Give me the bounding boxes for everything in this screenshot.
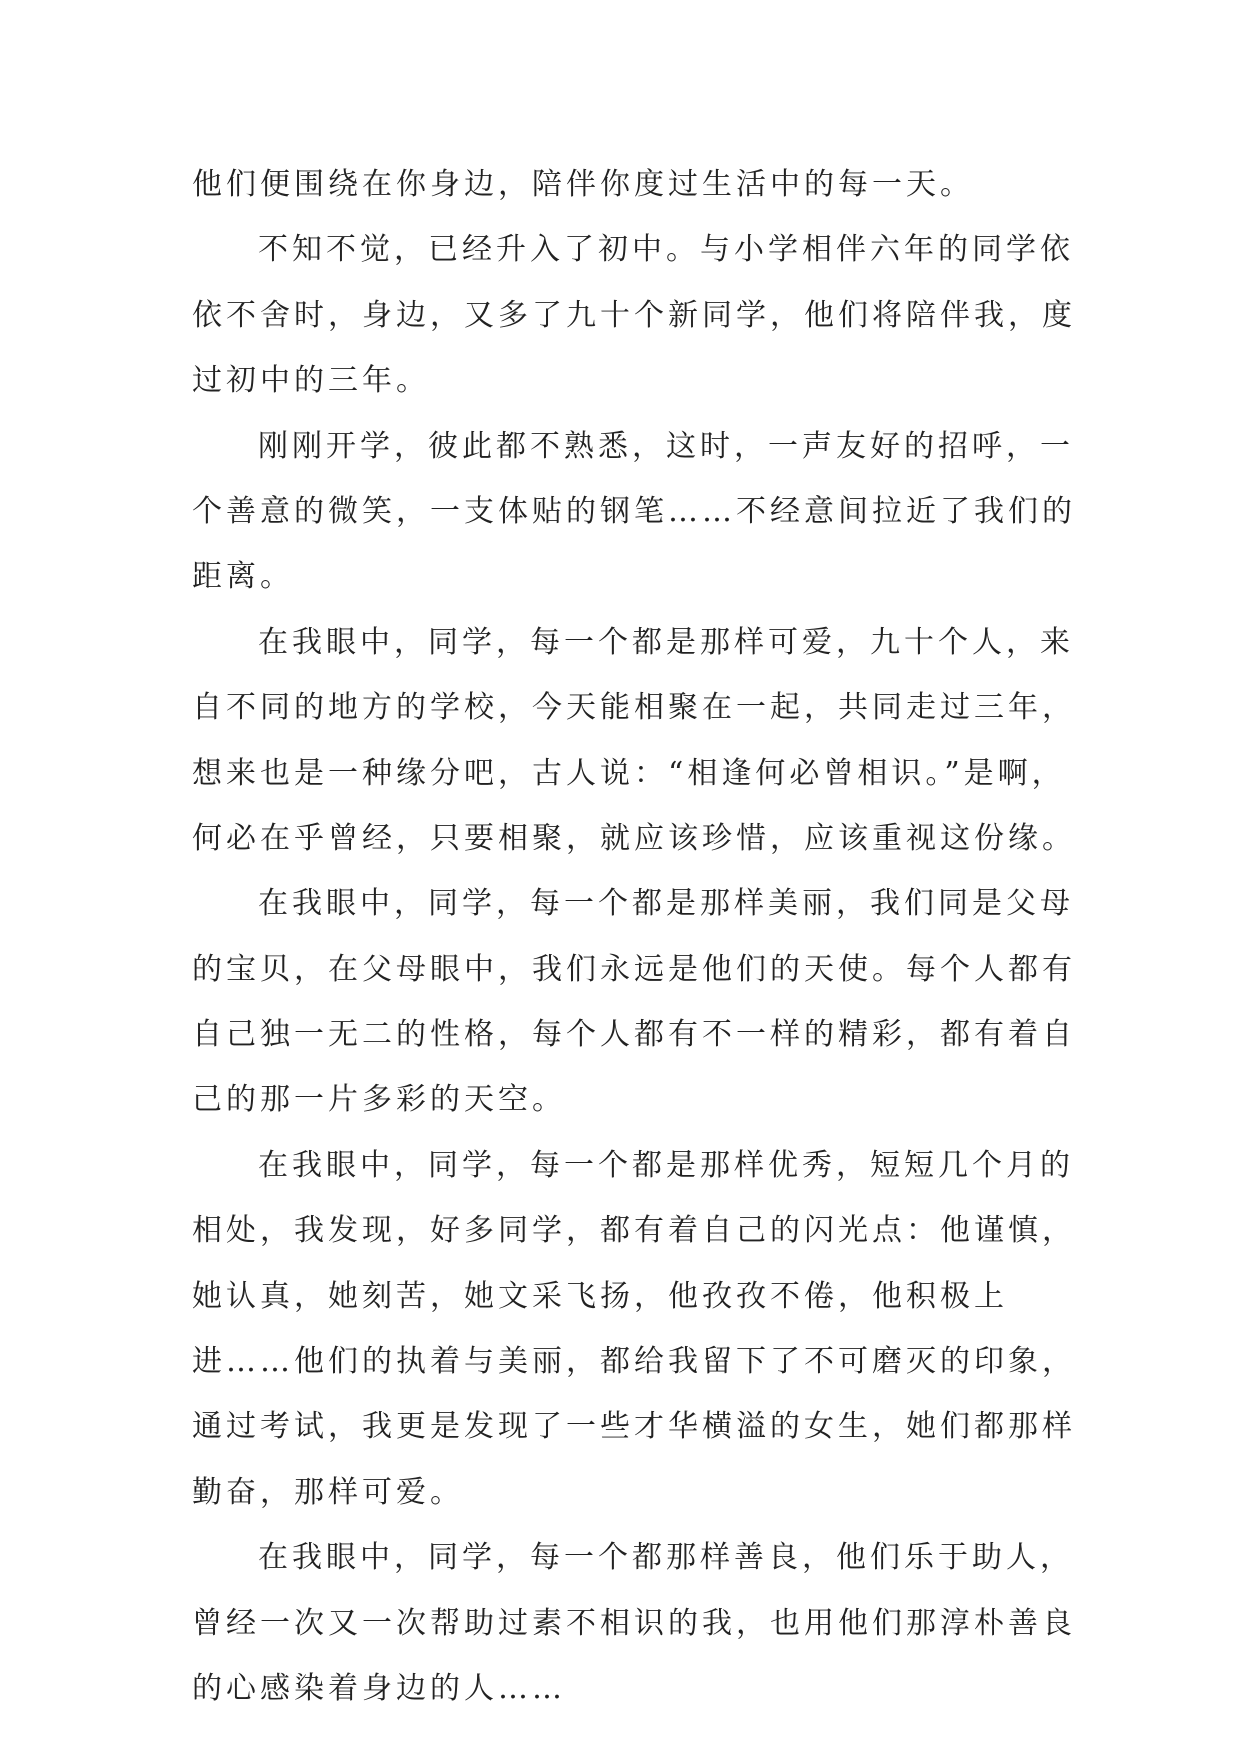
text-line: 的宝贝，在父母眼中，我们永远是他们的天使。每个人都有: [192, 951, 1076, 987]
text-line: 进……他们的执着与美丽，都给我留下了不可磨灭的印象，: [192, 1344, 1076, 1380]
text-line: 他们便围绕在你身边，陪伴你度过生活中的每一天。: [192, 167, 974, 202]
text-line: 在我眼中，同学，每一个都那样善良，他们乐于助人，: [258, 1540, 1074, 1576]
text-line: 相处，我发现，好多同学，都有着自己的闪光点：他谨慎，: [192, 1213, 1076, 1249]
text-line: 通过考试，我更是发现了一些才华横溢的女生，她们都那样: [192, 1409, 1076, 1445]
text-line: 距离。: [192, 559, 294, 595]
text-line: 的心感染着身边的人……: [192, 1670, 566, 1706]
text-line: 何必在乎曾经，只要相聚，就应该珍惜，应该重视这份缘。: [192, 820, 1076, 856]
text-line: 依不舍时，身边，又多了九十个新同学，他们将陪伴我，度: [192, 297, 1076, 333]
text-line: 过初中的三年。: [192, 363, 430, 399]
text-line: 在我眼中，同学，每一个都是那样可爱，九十个人，来: [258, 624, 1074, 660]
text-line: 自不同的地方的学校，今天能相聚在一起，共同走过三年，: [192, 690, 1076, 726]
text-line: 不知不觉，已经升入了初中。与小学相伴六年的同学依: [258, 232, 1074, 268]
text-line: 在我眼中，同学，每一个都是那样优秀，短短几个月的: [258, 1147, 1074, 1183]
text-line: 个善意的微笑，一支体贴的钢笔……不经意间拉近了我们的: [192, 493, 1076, 529]
text-line: 刚刚开学，彼此都不熟悉，这时，一声友好的招呼，一: [258, 428, 1074, 464]
text-line: 勤奋，那样可爱。: [192, 1474, 464, 1510]
body-text: [192, 152, 1082, 1721]
text-line: 自己独一无二的性格，每个人都有不一样的精彩，都有着自: [192, 1017, 1076, 1053]
text-line: 曾经一次又一次帮助过素不相识的我，也用他们那淳朴善良: [192, 1605, 1076, 1641]
text-line: 己的那一片多彩的天空。: [192, 1082, 566, 1118]
text-line: 在我眼中，同学，每一个都是那样美丽，我们同是父母: [258, 886, 1074, 922]
text-line: 想来也是一种缘分吧，古人说：“相逢何必曾相识。”是啊，: [192, 755, 1066, 791]
text-line: 她认真，她刻苦，她文采飞扬，他孜孜不倦，他积极上: [192, 1278, 1008, 1314]
